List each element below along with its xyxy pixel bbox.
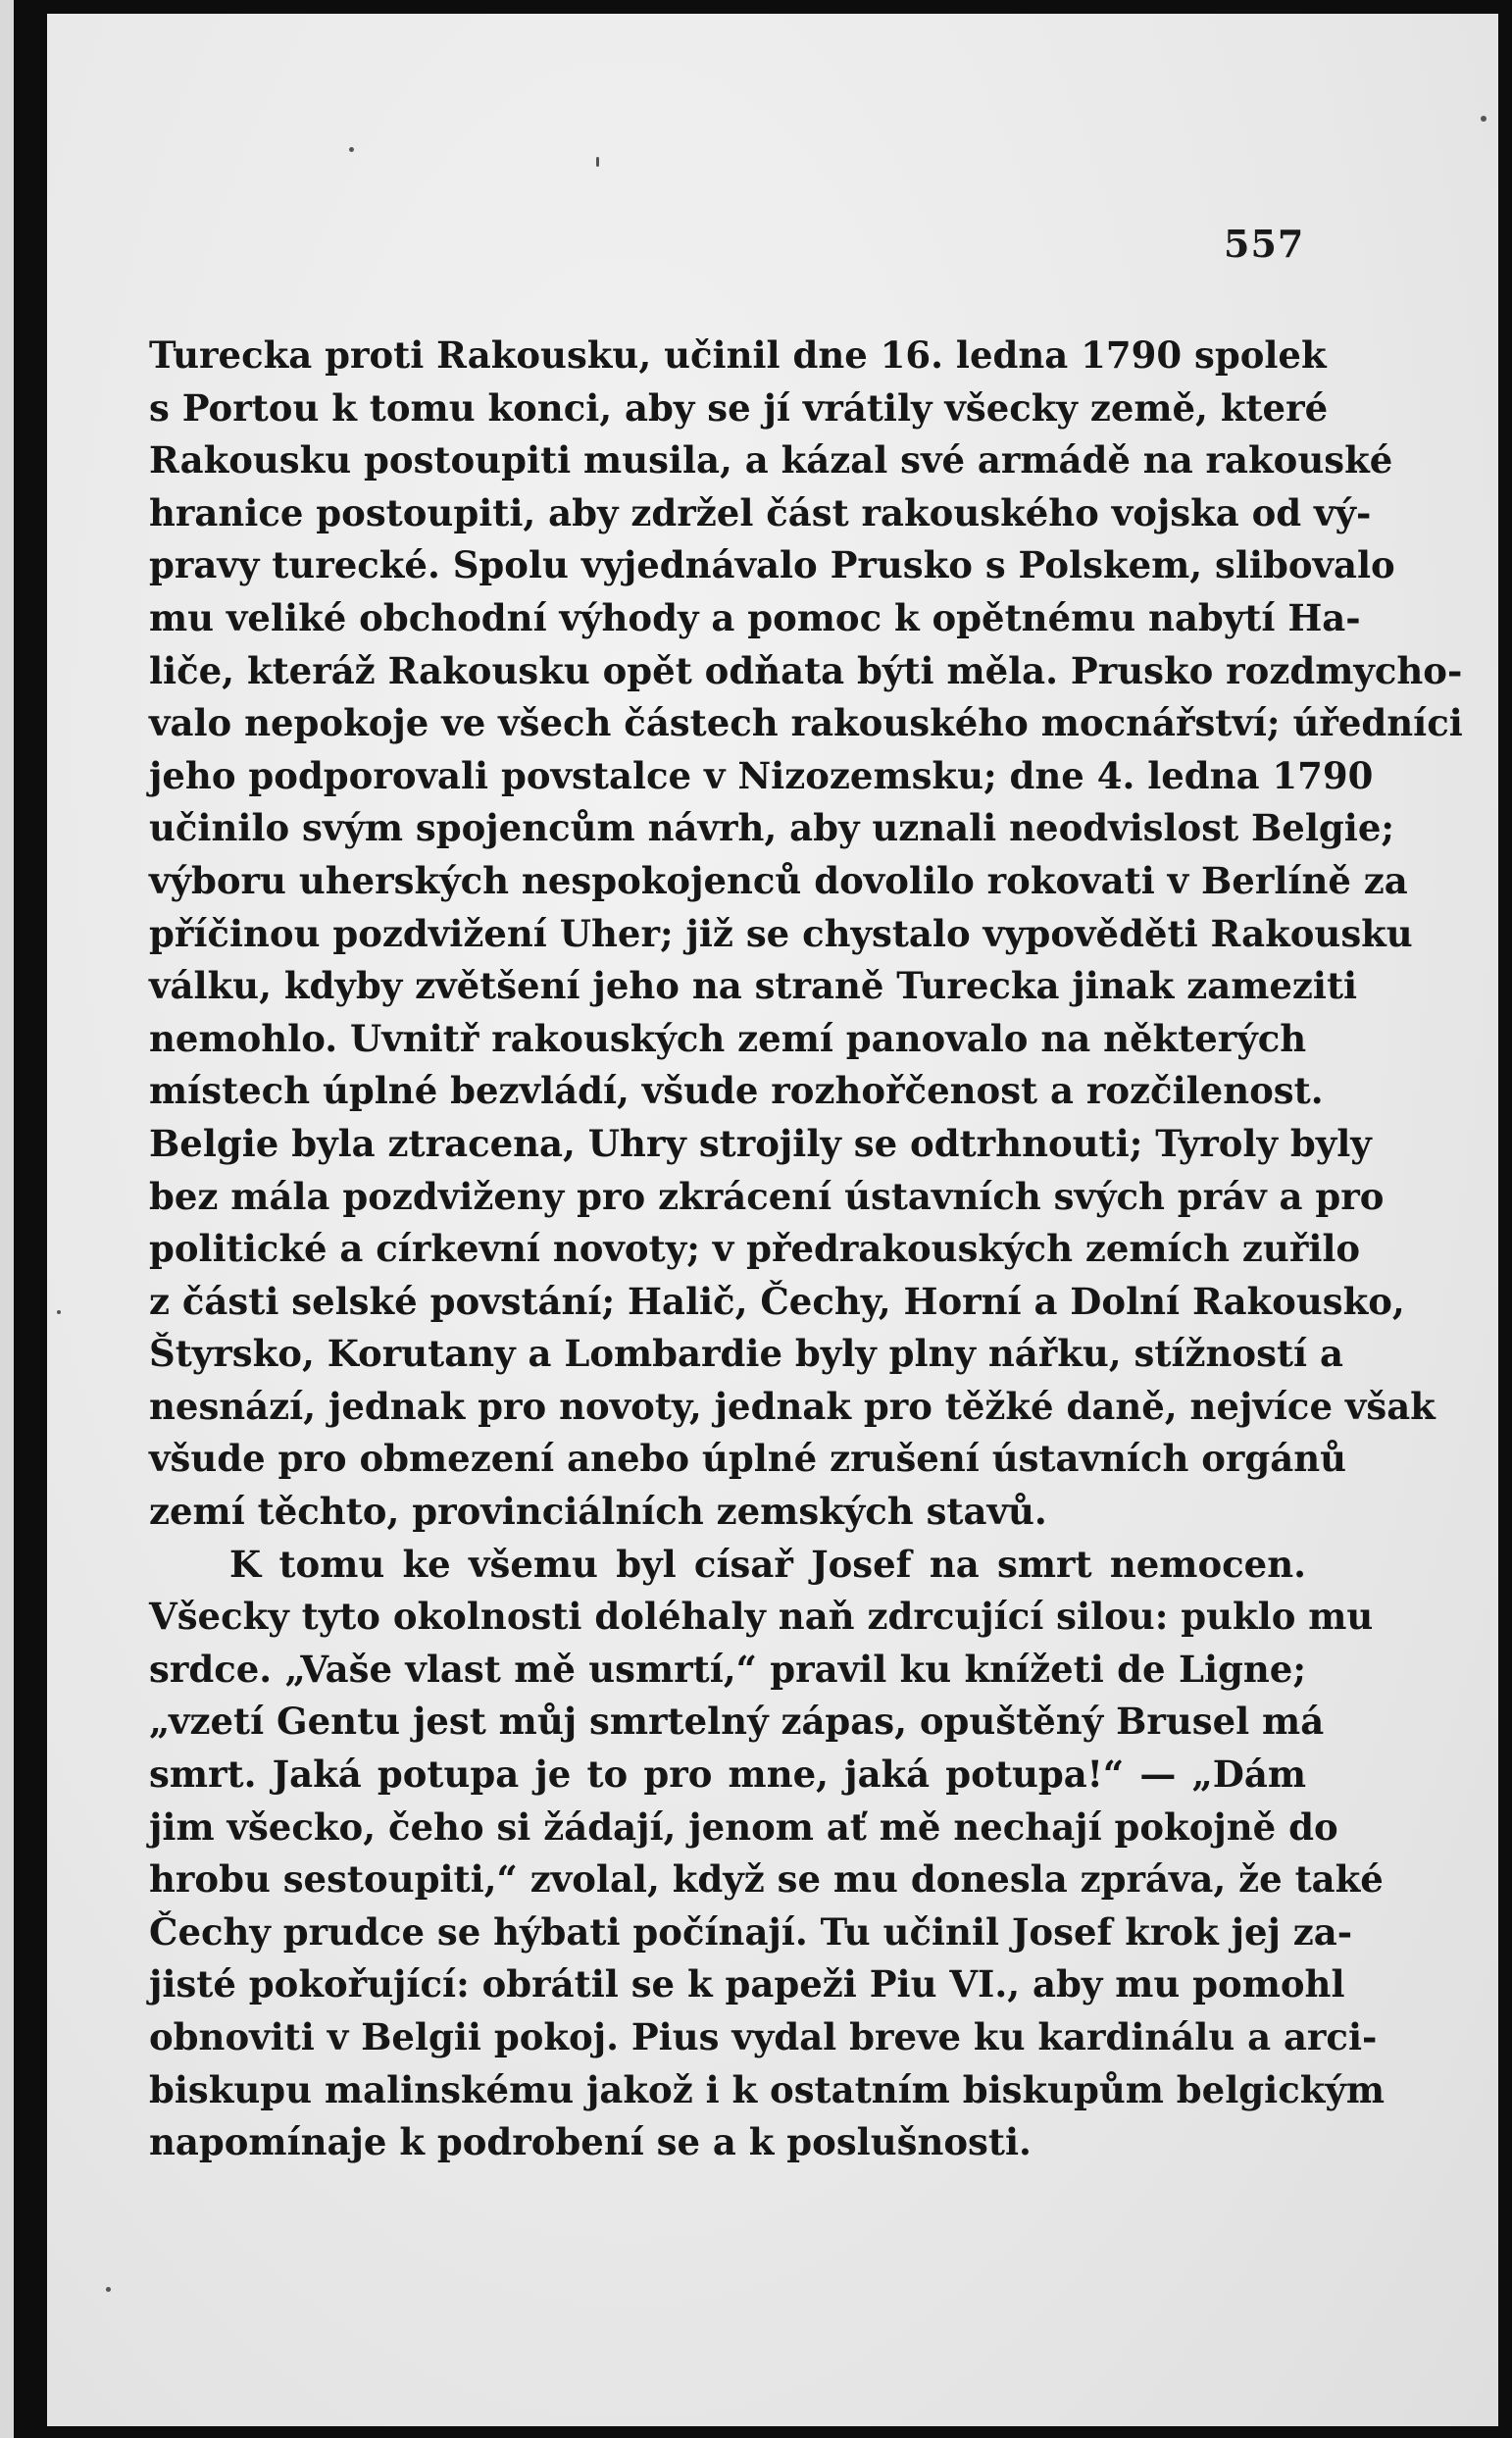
text-line: hranice postoupiti, aby zdržel část rakouského vojska od vý- — [149, 490, 1372, 534]
text-line: srdce. „Vaše vlast mě usmrtí,“ pravil ku knížeti de Ligne; — [149, 1647, 1306, 1691]
text-line: napomínaje k podrobení se a k poslušnosti. — [149, 2120, 1032, 2164]
text-line: bez mála pozdviženy pro zkrácení ústavních svých práv a pro — [149, 1174, 1385, 1218]
paper-speck — [57, 1310, 61, 1314]
text-line: mu veliké obchodní výhody a pomoc k opětnému nabytí Ha- — [149, 595, 1361, 639]
text-line: biskupu malinskému jakož i k ostatním biskupům belgickým — [149, 2067, 1386, 2111]
paper-speck — [1481, 116, 1487, 122]
text-line: Belgie byla ztracena, Uhry strojily se odtrhnouti; Tyroly byly — [149, 1121, 1372, 1165]
text-line: obnoviti v Belgii pokoj. Pius vydal breve ku kardinálu a arci- — [149, 2015, 1378, 2058]
text-line: nemohlo. Uvnitř rakouských zemí panovalo na některých — [149, 1016, 1307, 1060]
paper-speck — [596, 157, 599, 167]
text-line: výboru uherských nespokojenců dovolilo rokovati v Berlíně za — [149, 858, 1408, 902]
text-line: pravy turecké. Spolu vyjednávalo Prusko s Polskem, slibovalo — [149, 543, 1395, 587]
text-line: jisté pokořující: obrátil se k papeži Piu VI., aby mu pomohl — [149, 1962, 1345, 2006]
text-line: nesnází, jednak pro novoty, jednak pro těžké daně, nejvíce však — [149, 1384, 1436, 1428]
text-line: učinilo svým spojencům návrh, aby uznali neodvislost Belgie; — [149, 806, 1395, 850]
text-line: Čechy prudce se hýbati počínají. Tu učinil Josef krok jej za- — [149, 1909, 1353, 1954]
body-text — [149, 330, 1463, 2169]
text-line: liče, kteráž Rakousku opět odňata býti měla. Prusko rozdmycho- — [149, 648, 1463, 692]
text-line: Turecka proti Rakousku, učinil dne 16. ledna 1790 spolek — [149, 333, 1327, 377]
text-line: z části selské povstání; Halič, Čechy, Horní a Dolní Rakousko, — [149, 1279, 1405, 1323]
text-line: příčinou pozdvižení Uher; již se chystalo vypověděti Rakousku — [149, 911, 1413, 955]
text-line: Všecky tyto okolnosti doléhaly naň zdrcující silou: puklo mu — [149, 1595, 1374, 1639]
text-line: místech úplné bezvládí, všude rozhořčenost a rozčilenost. — [149, 1069, 1324, 1113]
text-line: všude pro obmezení anebo úplné zrušení ústavních orgánů — [149, 1437, 1347, 1481]
text-line: válku, kdyby zvětšení jeho na straně Turecka jinak zameziti — [149, 964, 1358, 1008]
text-line: smrt. Jaká potupa je to pro mne, jaká potupa!“ — „Dám — [149, 1752, 1306, 1797]
text-line: jeho podporovali povstalce v Nizozemsku; dne 4. ledna 1790 — [149, 753, 1374, 797]
left-page-edge — [0, 0, 14, 2438]
text-line: jim všecko, čeho si žádají, jenom ať mě nechají pokojně do — [149, 1804, 1338, 1849]
text-line: s Portou k tomu konci, aby se jí vrátily všecky země, které — [149, 385, 1329, 430]
text-line: hrobu sestoupiti,“ zvolal, když se mu donesla zpráva, že také — [149, 1857, 1384, 1902]
book-page — [47, 14, 1498, 2426]
text-line: zemí těchto, provinciálních zemských stavů. — [149, 1490, 1047, 1534]
page-number: 557 — [1224, 222, 1305, 266]
text-line: „vzetí Gentu jest můj smrtelný zápas, opuštěný Brusel má — [149, 1700, 1325, 1744]
text-line: Štyrsko, Korutany a Lombardie byly plny nářku, stížností a — [149, 1332, 1343, 1376]
text-line: K tomu ke všemu byl císař Josef na smrt nemocen. — [229, 1542, 1306, 1586]
text-line: Rakousku postoupiti musila, a kázal své armádě na rakouské — [149, 438, 1393, 483]
paper-speck — [106, 2287, 111, 2292]
paper-speck — [349, 147, 354, 152]
text-line: politické a církevní novoty; v předrakouských zemích zuřilo — [149, 1227, 1361, 1271]
text-line: valo nepokoje ve všech částech rakouského mocnářství; úředníci — [149, 701, 1463, 745]
